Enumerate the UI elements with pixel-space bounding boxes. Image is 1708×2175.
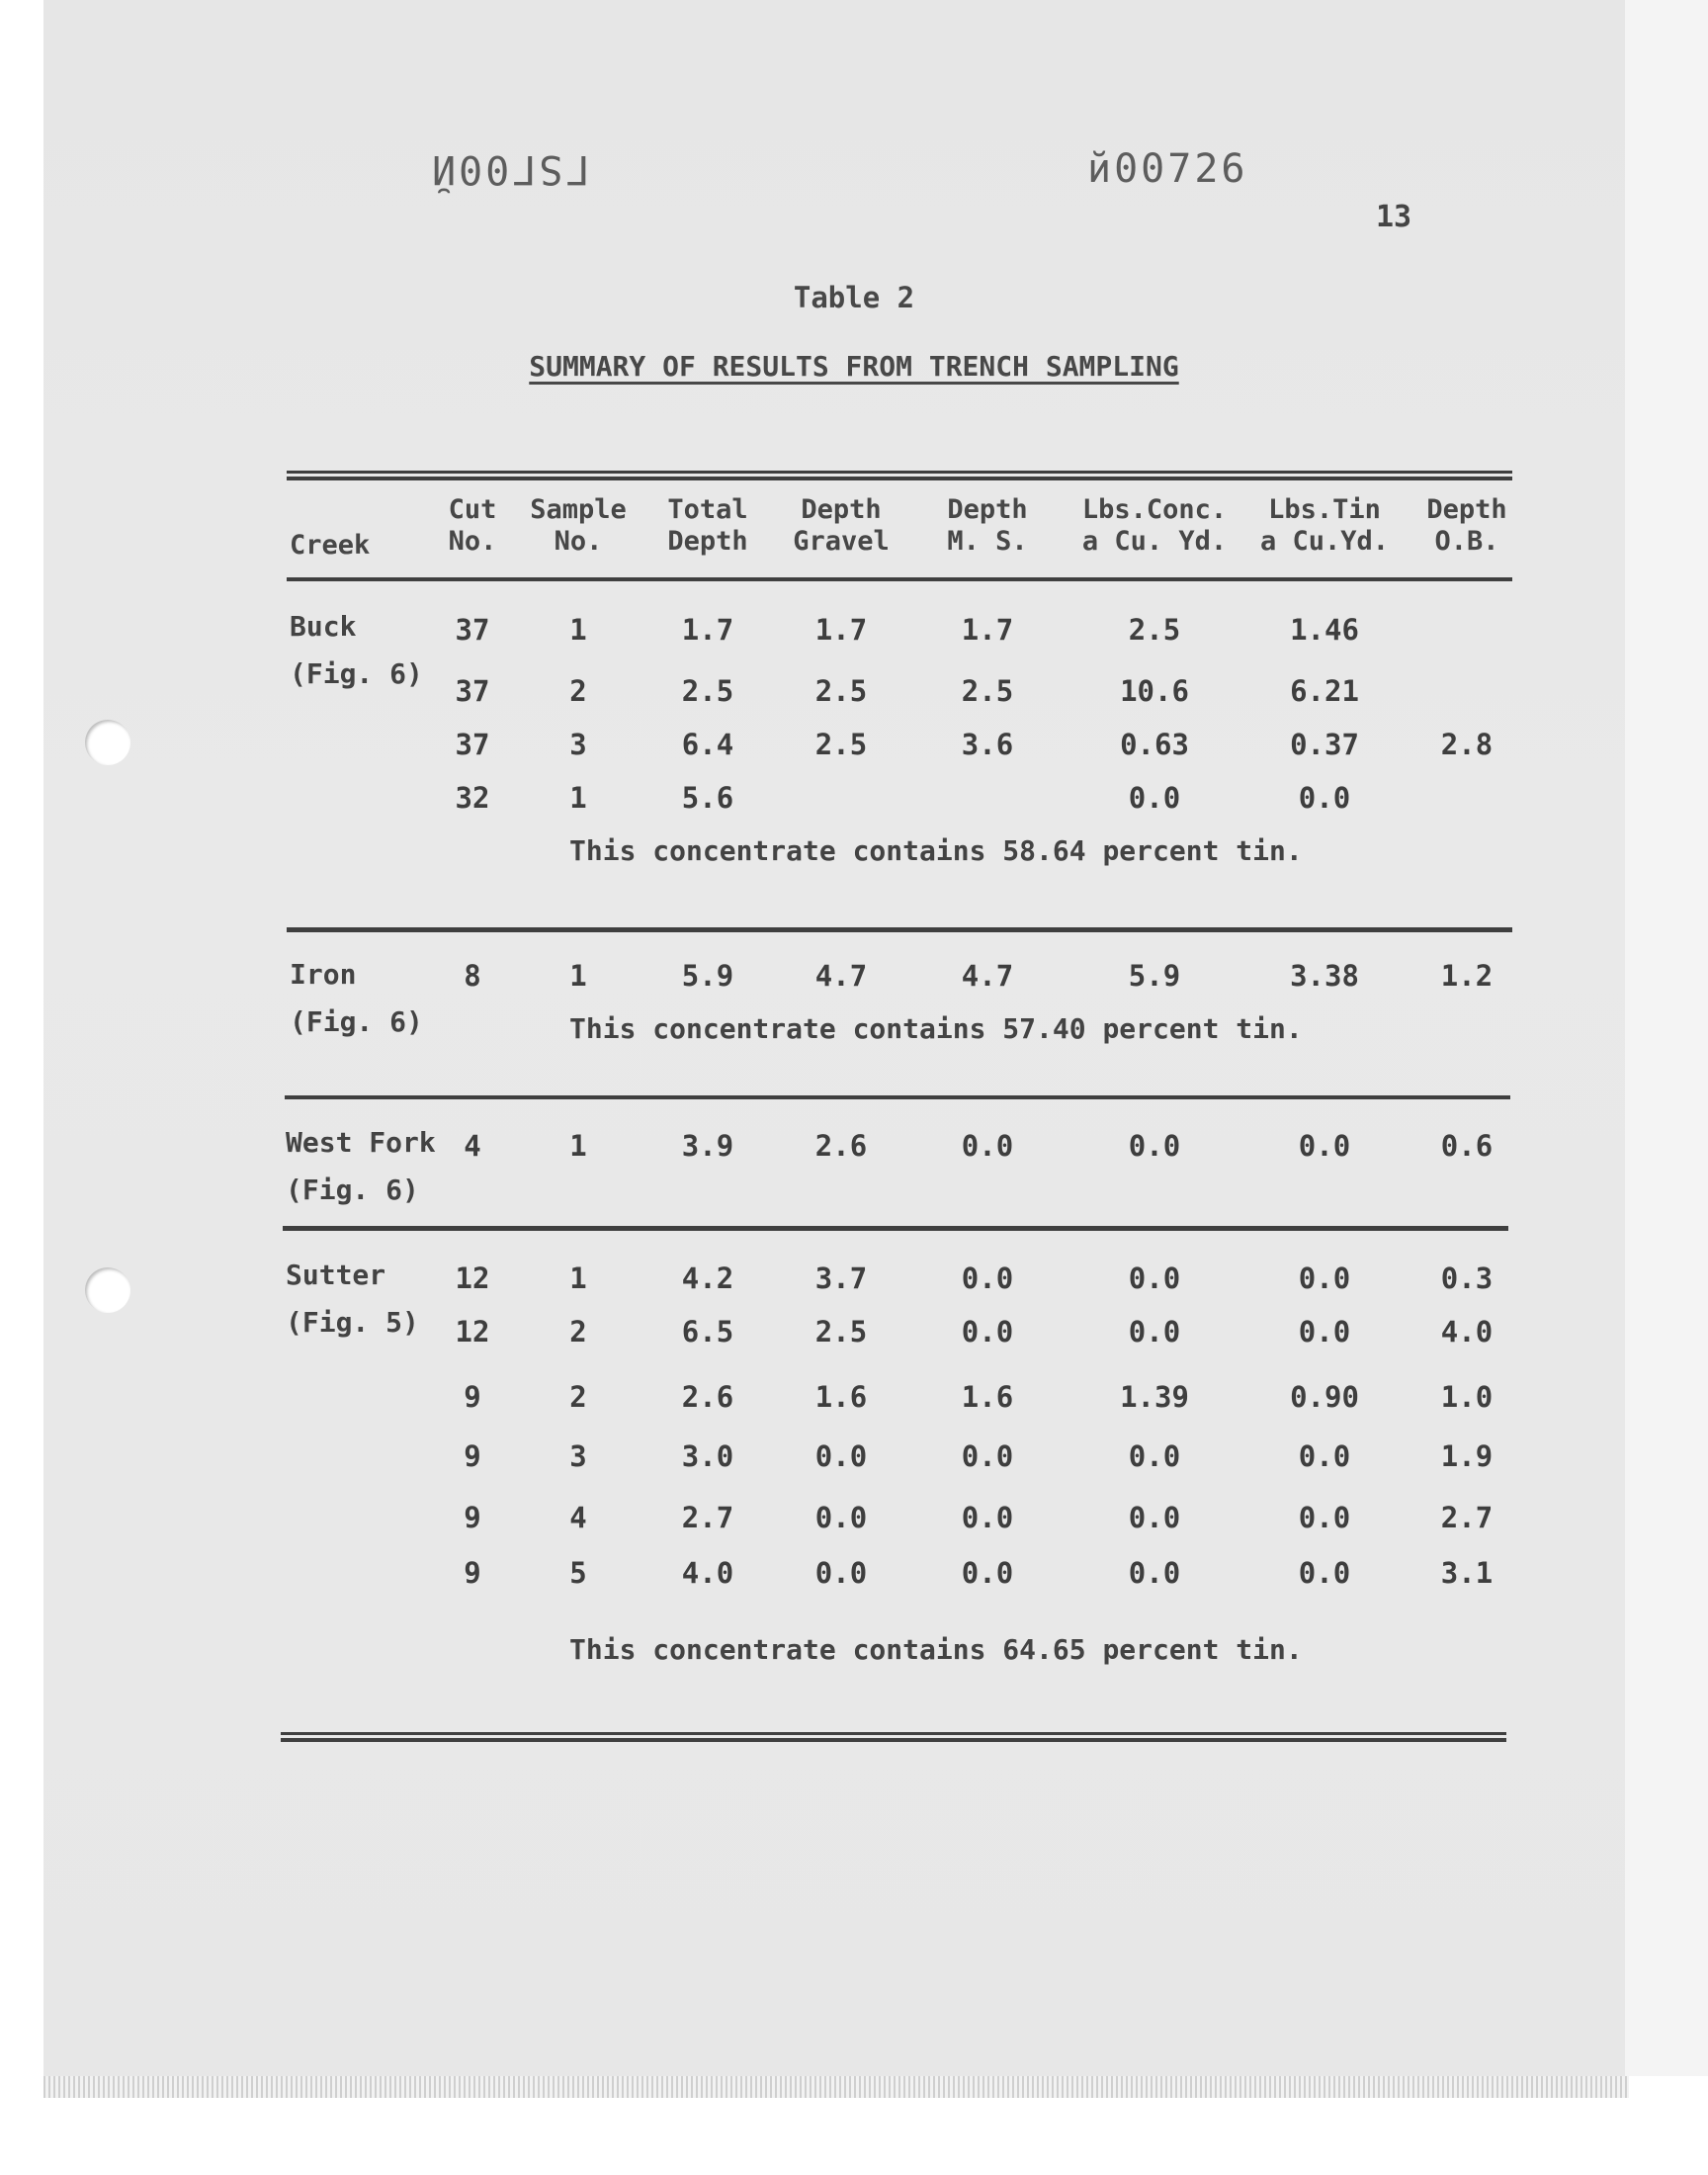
table-cell: 1 xyxy=(569,959,587,993)
column-header: Depth O.B. xyxy=(1426,494,1507,557)
table-cell: 0.90 xyxy=(1290,1380,1359,1414)
table-cell: 0.0 xyxy=(1298,1129,1351,1163)
table-cell: 2.5 xyxy=(814,728,868,761)
table-title xyxy=(0,350,1708,383)
table-cell: 9 xyxy=(464,1380,481,1414)
table-cell: 0.0 xyxy=(1128,1556,1181,1590)
table-cell: 4 xyxy=(464,1129,481,1163)
table-cell: 0.0 xyxy=(1128,1315,1181,1348)
table-cell: 0.37 xyxy=(1290,728,1359,761)
table-cell: 0.0 xyxy=(1298,1501,1351,1534)
table-cell: 1.39 xyxy=(1120,1380,1189,1414)
table-cell: 2.7 xyxy=(681,1501,734,1534)
table-cell: 12 xyxy=(455,1262,490,1295)
table-cell: 4.0 xyxy=(681,1556,734,1590)
table-cell: 0.0 xyxy=(961,1501,1014,1534)
table-cell: 12 xyxy=(455,1315,490,1348)
table-cell: 3 xyxy=(569,728,587,761)
table-cell: 6.21 xyxy=(1290,674,1359,708)
table-cell: 0.0 xyxy=(961,1129,1014,1163)
table-cell: 2.5 xyxy=(681,674,734,708)
section-rule xyxy=(287,927,1512,932)
table-cell: 6.5 xyxy=(681,1315,734,1348)
table-cell: 5.9 xyxy=(1128,959,1181,993)
table-cell: 0.3 xyxy=(1440,1262,1494,1295)
table-cell: 0.0 xyxy=(961,1315,1014,1348)
table-cell: 2 xyxy=(569,1380,587,1414)
table-cell: 9 xyxy=(464,1501,481,1534)
table-cell: 4.7 xyxy=(961,959,1014,993)
concentrate-note: This concentrate contains 58.64 percent tin. xyxy=(569,834,1303,867)
table-cell: 3.0 xyxy=(681,1439,734,1473)
table-cell: 9 xyxy=(464,1439,481,1473)
table-cell: 37 xyxy=(455,728,490,761)
table-cell: 1 xyxy=(569,1262,587,1295)
page-number: 13 xyxy=(1376,200,1412,234)
table-cell: 0.0 xyxy=(961,1556,1014,1590)
table-cell: 0.0 xyxy=(961,1262,1014,1295)
table-cell: 3.38 xyxy=(1290,959,1359,993)
table-bottom-rule xyxy=(281,1732,1506,1742)
table-caption: Table 2 xyxy=(793,281,915,314)
table-cell: 4 xyxy=(569,1501,587,1534)
table-cell: 1.7 xyxy=(681,613,734,647)
table-cell: 0.0 xyxy=(1128,1501,1181,1534)
table-cell: 2.6 xyxy=(681,1380,734,1414)
table-cell: 1.7 xyxy=(961,613,1014,647)
table-cell: 10.6 xyxy=(1120,674,1189,708)
table-cell: 0.0 xyxy=(961,1439,1014,1473)
table-cell: 0.0 xyxy=(1298,1315,1351,1348)
table-cell: 0.0 xyxy=(1128,1439,1181,1473)
table-cell: 3 xyxy=(569,1439,587,1473)
column-header: Lbs.Conc. a Cu. Yd. xyxy=(1081,494,1228,557)
document-stamp-left: ГSГ00Й xyxy=(429,146,590,192)
table-cell: 3.7 xyxy=(814,1262,868,1295)
table-cell: 2.6 xyxy=(814,1129,868,1163)
header-rule xyxy=(287,577,1512,581)
concentrate-note: This concentrate contains 64.65 percent tin. xyxy=(569,1633,1303,1666)
creek-label: Iron (Fig. 6) xyxy=(290,958,423,1038)
table-cell: 1.0 xyxy=(1440,1380,1494,1414)
table-cell: 37 xyxy=(455,674,490,708)
table-cell: 2.5 xyxy=(961,674,1014,708)
table-cell: 1 xyxy=(569,613,587,647)
table-cell: 2.8 xyxy=(1440,728,1494,761)
column-header: Creek xyxy=(290,530,371,561)
table-cell: 1.6 xyxy=(961,1380,1014,1414)
column-header: Depth M. S. xyxy=(947,494,1028,557)
creek-label: Sutter (Fig. 5) xyxy=(286,1259,419,1339)
table-cell: 5.6 xyxy=(681,781,734,815)
table-cell: 9 xyxy=(464,1556,481,1590)
table-cell: 0.0 xyxy=(1128,1262,1181,1295)
table-cell: 0.63 xyxy=(1120,728,1189,761)
table-cell: 5.9 xyxy=(681,959,734,993)
table-cell: 1.6 xyxy=(814,1380,868,1414)
table-cell: 2.5 xyxy=(814,674,868,708)
table-cell: 5 xyxy=(569,1556,587,1590)
column-header: Cut No. xyxy=(448,494,497,557)
table-cell: 0.0 xyxy=(1128,1129,1181,1163)
document-stamp-right: й00726 xyxy=(1087,146,1248,192)
table-cell: 32 xyxy=(455,781,490,815)
table-cell: 0.0 xyxy=(1298,781,1351,815)
column-header: Depth Gravel xyxy=(793,494,890,557)
section-rule xyxy=(283,1226,1508,1231)
section-rule xyxy=(285,1095,1510,1099)
table-cell: 1.7 xyxy=(814,613,868,647)
scan-edge-strip xyxy=(43,2076,1629,2098)
table-cell: 2.5 xyxy=(814,1315,868,1348)
column-header: Total Depth xyxy=(667,494,748,557)
table-cell: 1.2 xyxy=(1440,959,1494,993)
table-title-text: SUMMARY OF RESULTS FROM TRENCH SAMPLING xyxy=(529,350,1179,383)
table-cell: 0.0 xyxy=(1298,1556,1351,1590)
column-header: Sample No. xyxy=(530,494,627,557)
table-cell: 2 xyxy=(569,674,587,708)
punch-hole-top xyxy=(85,720,130,765)
table-cell: 4.7 xyxy=(814,959,868,993)
table-cell: 6.4 xyxy=(681,728,734,761)
table-top-rule xyxy=(287,471,1512,480)
table-cell: 0.6 xyxy=(1440,1129,1494,1163)
table-cell: 1.46 xyxy=(1290,613,1359,647)
table-cell: 0.0 xyxy=(814,1556,868,1590)
table-cell: 8 xyxy=(464,959,481,993)
table-cell: 2.7 xyxy=(1440,1501,1494,1534)
table-cell: 1 xyxy=(569,1129,587,1163)
table-cell: 2 xyxy=(569,1315,587,1348)
table-cell: 4.0 xyxy=(1440,1315,1494,1348)
table-cell: 0.0 xyxy=(814,1439,868,1473)
table-cell: 4.2 xyxy=(681,1262,734,1295)
table-cell: 3.1 xyxy=(1440,1556,1494,1590)
table-cell: 0.0 xyxy=(1298,1439,1351,1473)
table-cell: 1.9 xyxy=(1440,1439,1494,1473)
table-cell: 3.6 xyxy=(961,728,1014,761)
table-cell: 0.0 xyxy=(1298,1262,1351,1295)
table-cell: 37 xyxy=(455,613,490,647)
table-cell: 2.5 xyxy=(1128,613,1181,647)
column-header: Lbs.Tin a Cu.Yd. xyxy=(1259,494,1390,557)
table-cell: 0.0 xyxy=(1128,781,1181,815)
creek-label: West Fork (Fig. 6) xyxy=(286,1126,436,1206)
punch-hole-bottom xyxy=(85,1267,130,1313)
table-cell: 3.9 xyxy=(681,1129,734,1163)
table-cell: 0.0 xyxy=(814,1501,868,1534)
creek-label: Buck (Fig. 6) xyxy=(290,610,423,690)
concentrate-note: This concentrate contains 57.40 percent tin. xyxy=(569,1012,1303,1045)
table-cell: 1 xyxy=(569,781,587,815)
